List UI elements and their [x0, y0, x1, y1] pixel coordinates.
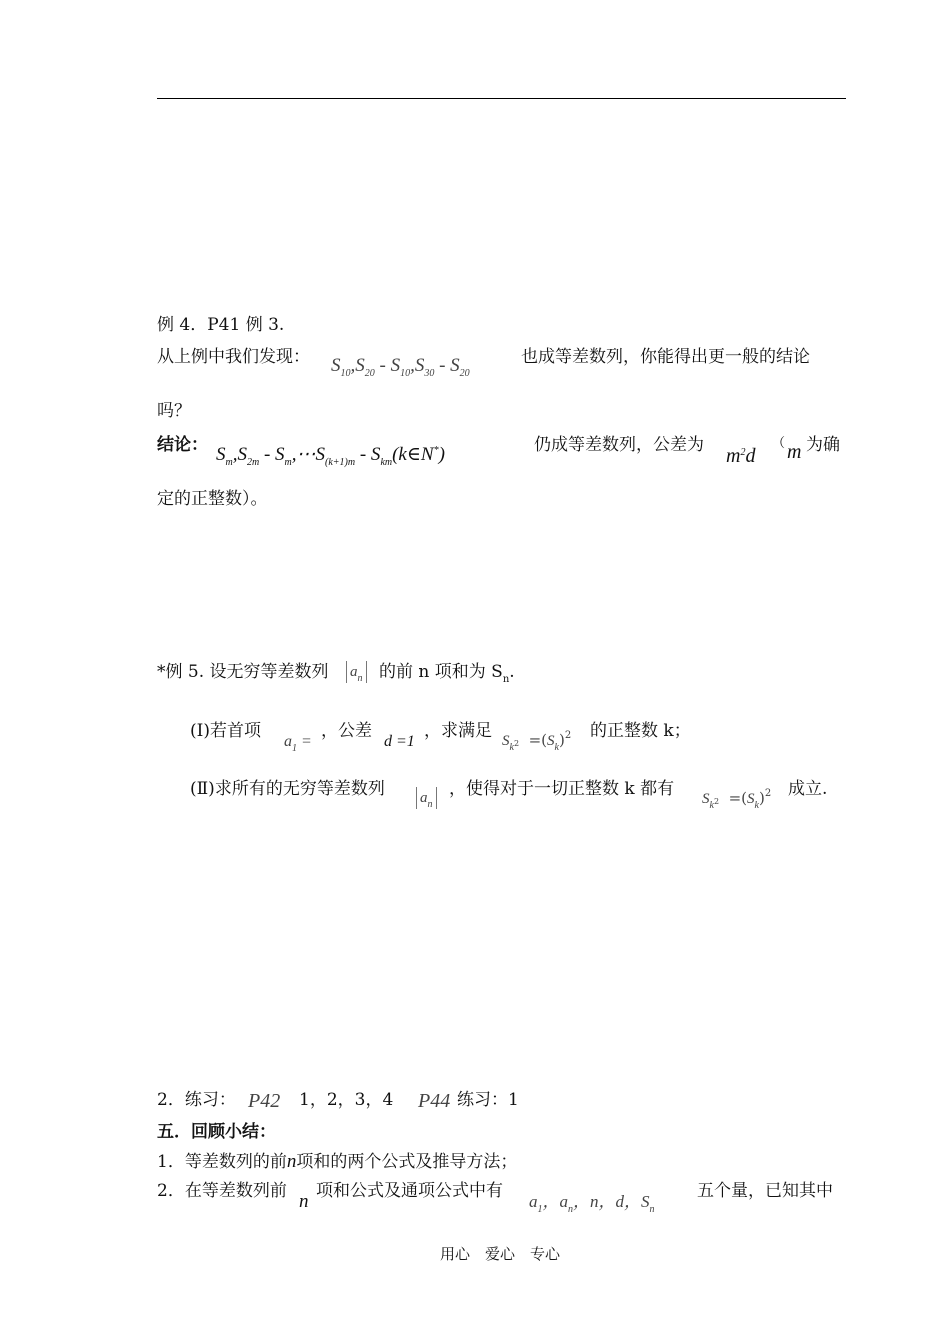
conclusion-paren: （: [772, 436, 786, 451]
conclusion-colon: ：: [191, 435, 208, 455]
example4-title: 例 4．P41 例 3.: [157, 315, 285, 335]
summary-heading: 五．回顾小结：: [157, 1122, 276, 1142]
conclusion-common-difference: $m^2d$: [726, 445, 756, 467]
summary-item1-a: 1．等差数列的前: [157, 1152, 287, 1172]
part1-label: (Ⅰ)若首项: [190, 721, 261, 741]
example5-intro-end: .: [509, 662, 515, 682]
conclusion-text1: 仍成等差数列，公差为: [534, 435, 704, 455]
part2-tail: 成立.: [788, 779, 828, 799]
part1-tail: 的正整数 k；: [590, 721, 691, 741]
conclusion-m: m: [787, 441, 802, 463]
discovery-suffix: 也成等差数列，你能得出更一般的结论: [521, 347, 810, 367]
summary-item2-vars: $a_1$，$a_n$，n，d，$S_n$: [529, 1192, 655, 1215]
practice-tail: 练习：1: [457, 1090, 519, 1110]
example5-seq: $a_n$: [346, 661, 367, 683]
summary-item1-b: 项和的两个公式及推导方法；: [296, 1152, 518, 1172]
example5-intro-b: [379, 662, 515, 685]
summary-item2-a: 2．在等差数列前: [157, 1181, 287, 1201]
conclusion-label: [157, 437, 208, 454]
part1-comma2: ，求满足: [424, 721, 492, 741]
summary-item2-c: 五个量，已知其中: [697, 1181, 833, 1201]
discovery-continuation: 吗？: [157, 401, 191, 421]
conclusion-formula: $S_m,S_{2m}$ - $S_m,\cdots S_{(k+1)m}$ - $S_{km}(k\in N^*)$: [216, 444, 445, 468]
part1-a1: $a_1$ =: [284, 733, 312, 754]
summary-item1-n: n: [286, 1151, 297, 1172]
discovery-formula: $S_{10},S_{20} - S_{10},S_{30} - S_{20}$: [331, 355, 470, 379]
example5-intro-b-text: 的前 n 项和为 S: [379, 662, 503, 682]
practice-p42: P42: [248, 1090, 281, 1112]
summary-item2-n: n: [299, 1191, 309, 1212]
practice-label: 2．练习：: [157, 1090, 236, 1110]
summary-item2-b: 项和公式及通项公式中有: [316, 1181, 503, 1201]
part1-d: d =1: [384, 733, 415, 750]
part1-comma1: ，公差: [321, 721, 372, 741]
part2-seq: $a_n$: [416, 787, 437, 809]
example5-intro-sub: n: [502, 674, 510, 685]
summary-item1: [157, 1152, 517, 1171]
part2-equation: $S_{k^2} =(S_k)^2$: [702, 788, 772, 811]
part1-equation: $S_{k^2} =(S_k)^2$: [502, 730, 572, 753]
practice-p44: P44: [418, 1090, 451, 1112]
example5-intro-a: *例 5. 设无穷等差数列: [157, 662, 329, 682]
page-footer: 用心 爱心 专心: [440, 1245, 561, 1263]
conclusion-label-text: 结论: [157, 435, 191, 455]
conclusion-text2: 为确: [806, 435, 840, 455]
practice-list: 1，2，3，4: [299, 1090, 394, 1110]
header-rule: [157, 98, 846, 99]
discovery-prefix: 从上例中我们发现：: [157, 347, 310, 367]
conclusion-continuation: 定的正整数）。: [157, 489, 268, 509]
part2-mid: ，使得对于一切正整数 k 都有: [449, 779, 675, 799]
part2-label: (Ⅱ)求所有的无穷等差数列: [190, 779, 385, 799]
